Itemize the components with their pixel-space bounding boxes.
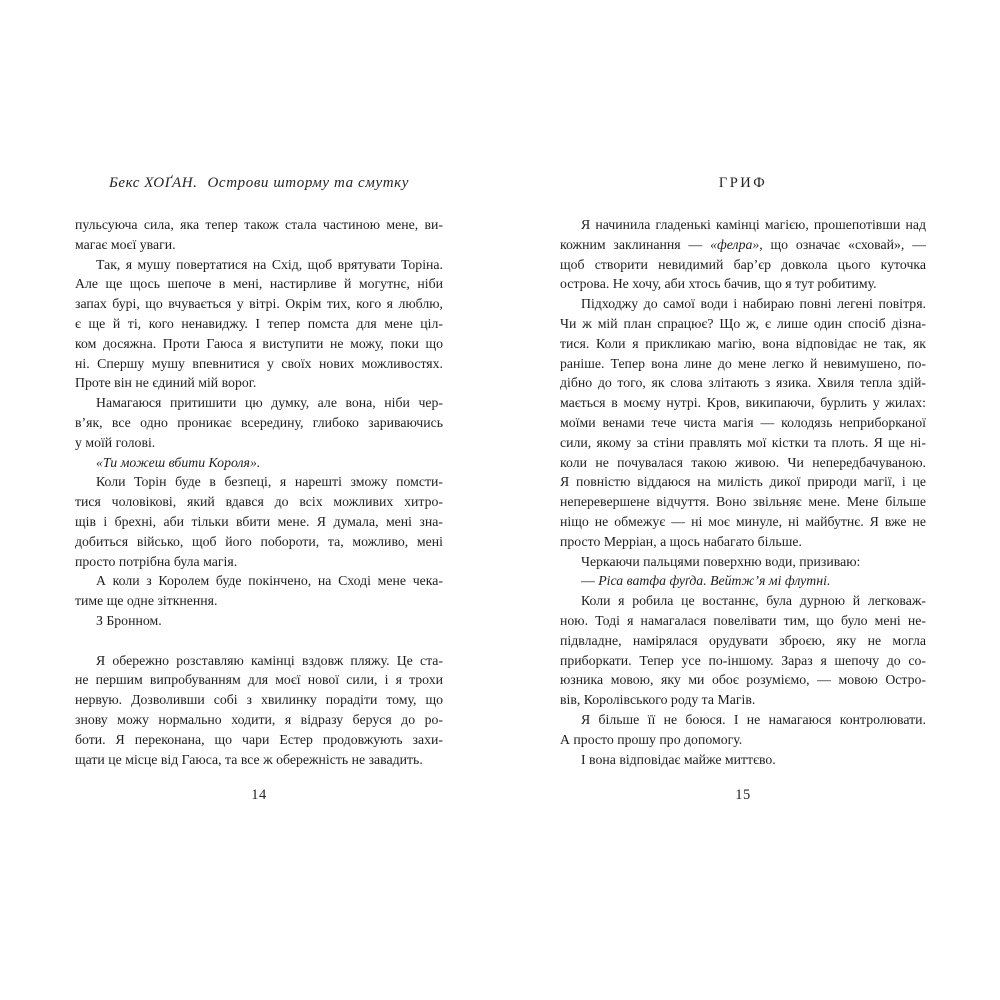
text-line bbox=[560, 730, 926, 750]
text-segment: І вона відповідає майже миттєво. bbox=[581, 751, 776, 767]
text-line bbox=[75, 235, 443, 255]
text-line bbox=[560, 235, 926, 255]
text-segment: щів і брехні, аби тільки вбити мене. Я думала, мені зна- bbox=[75, 513, 443, 529]
scene-break bbox=[75, 631, 443, 651]
text-segment: З Бронном. bbox=[96, 612, 162, 628]
text-line bbox=[560, 294, 926, 314]
text-line bbox=[560, 453, 926, 473]
text-segment: раніше. Тепер вона лине до мене легко й невимушено, по- bbox=[560, 355, 926, 371]
text-segment: Я більше її не боюся. І не намагаюся контролювати. bbox=[581, 711, 926, 727]
running-head-book-title: Острови шторму та смутку bbox=[207, 175, 410, 191]
text-line bbox=[560, 354, 926, 374]
text-line bbox=[75, 373, 443, 393]
text-line bbox=[560, 255, 926, 275]
text-segment: тися. Коли я прикликаю магію, вона відповідає не так, як bbox=[560, 335, 926, 351]
text-segment: сили, якому за стіни правлять мої кістки та плоть. Я ще ні- bbox=[560, 434, 926, 450]
text-line bbox=[75, 670, 443, 690]
text-line bbox=[560, 373, 926, 393]
text-segment: ком досяжна. Проти Гаюса я виступити не можу, поки що bbox=[75, 335, 443, 351]
text-segment: А просто прошу про допомогу. bbox=[560, 731, 743, 747]
text-line bbox=[560, 334, 926, 354]
text-line bbox=[560, 690, 926, 710]
text-segment: — bbox=[581, 573, 599, 589]
text-segment: приборкати. Тепер усе по-іншому. Зараз я шепочу до со- bbox=[560, 652, 926, 668]
text-segment: «Ти можеш вбити Короля». bbox=[96, 454, 261, 470]
text-line bbox=[560, 532, 926, 552]
italic-text: «фелра» bbox=[710, 236, 760, 252]
text-line bbox=[75, 294, 443, 314]
text-line bbox=[75, 611, 443, 631]
text-line bbox=[75, 532, 443, 552]
text-line bbox=[75, 274, 443, 294]
text-line bbox=[75, 453, 443, 473]
text-segment: вів, Королівського роду та Магів. bbox=[560, 692, 756, 708]
text-line bbox=[75, 255, 443, 275]
text-segment: Так, я мушу повертатися на Схід, щоб врятувати Торіна. bbox=[96, 256, 443, 272]
text-line bbox=[560, 571, 926, 591]
text-line bbox=[75, 512, 443, 532]
text-segment: Але ще щось шепоче в мені, настирливе й могутнє, ніби bbox=[75, 276, 443, 292]
text-segment: добиться військо, щоб його побороти, та, можливо, мені bbox=[75, 533, 443, 549]
running-head-chapter: ГРИФ bbox=[718, 175, 768, 191]
text-segment: ніщо не обмежує — ні моє минуле, ні майбутнє. Я вже не bbox=[560, 513, 926, 529]
text-segment: Коли я робила це востаннє, була дурною й легковаж- bbox=[581, 593, 926, 609]
text-segment: Я повністю віддаюся на милість дикої природи магії, і це bbox=[560, 474, 926, 490]
text-line bbox=[75, 413, 443, 433]
text-line bbox=[75, 552, 443, 572]
text-line bbox=[560, 472, 926, 492]
text-segment: ною. Тоді я намагалася повелівати тим, що було мені не- bbox=[560, 612, 926, 628]
text-segment: просто потрібна була магія. bbox=[75, 553, 238, 569]
text-segment: боти. Я переконана, що чари Естер продовжують захи- bbox=[75, 731, 443, 747]
running-head-author: Бекс ХОҐАН. bbox=[108, 175, 198, 191]
text-line bbox=[560, 512, 926, 532]
italic-text: Ріса ватфа фуґда. Вейтж’я мі флутні. bbox=[598, 573, 831, 589]
text-segment: Намагаюся притишити цю думку, але вона, ніби чер- bbox=[96, 395, 443, 411]
text-line bbox=[75, 472, 443, 492]
text-segment: щати це місце від Гаюса, та все ж обережність не завадить. bbox=[75, 751, 423, 767]
text-segment: юзника мовою, яку ми обоє розуміємо, — мовою Остро- bbox=[560, 672, 926, 688]
text-segment: в’як, все одно проникає всередину, глибоко зариваючись bbox=[75, 414, 443, 430]
text-segment: Черкаючи пальцями поверхню води, призиваю: bbox=[581, 553, 861, 569]
text-line bbox=[560, 393, 926, 413]
text-segment: Проте він не єдиний мій ворог. bbox=[75, 375, 257, 391]
text-line bbox=[75, 651, 443, 671]
text-line bbox=[560, 552, 926, 572]
text-segment: знову можу нормально ходити, я відразу беруся до ро- bbox=[75, 711, 443, 727]
text-segment: Чи ж мій план спрацює? Що ж, є лише один спосіб дізна- bbox=[560, 315, 926, 331]
text-line bbox=[75, 750, 443, 770]
text-segment: Підходжу до самої води і набираю повні легені повітря. bbox=[581, 296, 926, 312]
text-segment: мається в моєму нутрі. Кров, википаючи, бурлить у жилах: bbox=[560, 395, 926, 411]
text-line bbox=[560, 611, 926, 631]
text-line bbox=[560, 314, 926, 334]
text-line bbox=[75, 393, 443, 413]
right-page bbox=[560, 175, 926, 804]
text-line bbox=[75, 215, 443, 235]
text-line bbox=[560, 651, 926, 671]
text-segment: ні. Спершу мушу впевнитися у своїх нових можливостях. bbox=[75, 355, 443, 371]
text-line bbox=[560, 591, 926, 611]
left-page bbox=[75, 175, 443, 804]
text-segment: моїми венами тече чиста магія — колодязь неприборканої bbox=[560, 414, 926, 430]
text-line bbox=[560, 750, 926, 770]
text-segment: коли не почувалася такою живою. Чи непередбачуваною. bbox=[560, 454, 926, 470]
text-segment: у моїй голові. bbox=[75, 434, 156, 450]
text-line bbox=[560, 274, 926, 294]
text-segment: тиме ще одне зіткнення. bbox=[75, 593, 218, 609]
text-line bbox=[75, 314, 443, 334]
page-body bbox=[560, 215, 926, 769]
running-head-right bbox=[560, 175, 926, 193]
text-segment: є ще й ті, кого ненавиджу. І тепер помста для мене ціл- bbox=[75, 315, 443, 331]
text-line bbox=[560, 670, 926, 690]
text-line bbox=[75, 433, 443, 453]
page-number: 15 bbox=[735, 787, 751, 804]
text-line bbox=[560, 215, 926, 235]
text-segment: запах бурі, що вчувається у вітрі. Окрім тих, кого я люблю, bbox=[75, 296, 443, 312]
text-segment: кожним заклинання — bbox=[560, 236, 711, 252]
text-segment: просто Мерріан, а щось набагато більше. bbox=[560, 533, 802, 549]
text-line bbox=[560, 433, 926, 453]
text-segment: магає моєї уваги. bbox=[75, 236, 176, 252]
text-line bbox=[75, 334, 443, 354]
text-segment: А коли з Королем буде покінчено, на Сході мене чека- bbox=[96, 573, 443, 589]
running-head-left bbox=[75, 175, 443, 193]
text-segment: не першим випробуванням для моєї нової сили, і я трохи bbox=[75, 672, 443, 688]
text-line bbox=[75, 710, 443, 730]
text-segment: Я обережно розставляю камінці вздовж пляжу. Це ста- bbox=[96, 652, 443, 668]
text-line bbox=[75, 571, 443, 591]
text-line bbox=[75, 591, 443, 611]
text-segment: Коли Торін буде в безпеці, я нарешті зможу помсти- bbox=[96, 474, 443, 490]
page-body bbox=[75, 215, 443, 769]
text-line bbox=[75, 690, 443, 710]
text-segment: , що означає «сховай», — bbox=[759, 236, 926, 252]
text-segment: Я начинила гладенькі камінці магією, прошепотівши над bbox=[581, 217, 926, 232]
text-segment: підвладне, намірялася орудувати зброєю, яку не могла bbox=[560, 632, 926, 648]
text-line bbox=[75, 730, 443, 750]
text-line bbox=[560, 631, 926, 651]
text-segment: щоб створити невидимий бар’єр довкола цього куточка bbox=[560, 256, 926, 272]
text-segment: острова. Не хочу, аби хтось бачив, що я тут робитиму. bbox=[560, 276, 877, 292]
text-segment: тися чоловікові, який вдався до всіх можливих хитро- bbox=[75, 494, 443, 510]
text-segment: дібно до того, як слова злітають з язика. Хвиля тепла здій- bbox=[560, 375, 926, 391]
text-line bbox=[75, 492, 443, 512]
text-line bbox=[560, 710, 926, 730]
text-line bbox=[75, 354, 443, 374]
text-line bbox=[560, 413, 926, 433]
text-segment: пульсуюча сила, яка тепер також стала частиною мене, ви- bbox=[75, 217, 443, 232]
page-number: 14 bbox=[251, 787, 267, 804]
text-segment: нервую. Дозволивши собі з хвилинку порадіти тому, що bbox=[75, 692, 443, 708]
text-segment: неперевершене відчуття. Воно звільняє мене. Мене більше bbox=[560, 494, 926, 510]
text-line bbox=[560, 492, 926, 512]
